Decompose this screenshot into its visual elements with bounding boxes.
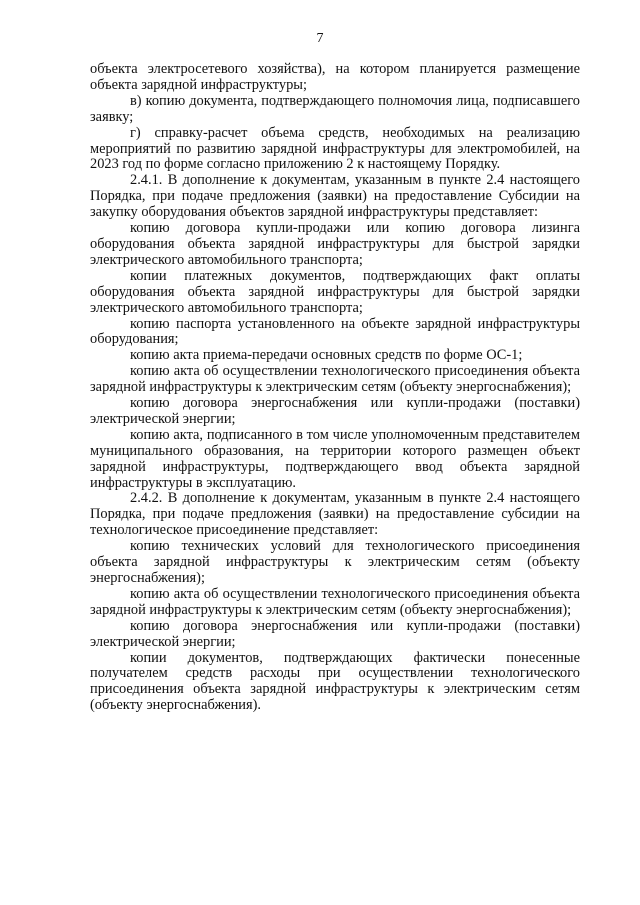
paragraph-list-item: копию технических условий для технологического присоединения объекта зарядной инфраструктуры к электрическим сетям (объекту энергоснабжения);	[90, 538, 580, 586]
paragraph-clause-2-4-1: 2.4.1. В дополнение к документам, указанным в пункте 2.4 настоящего Порядка, при подаче предложения (заявки) на предоставление Субсидии на закупку оборудования объектов зарядной инфраструктуры представляет:	[90, 172, 580, 221]
paragraph-list-item: копию договора энергоснабжения или купли-продажи (поставки) электрической энергии;	[90, 395, 580, 427]
paragraph-list-item: копии платежных документов, подтверждающих факт оплаты оборудования объекта зарядной инфраструктуры для быстрой зарядки электрического автомобильного транспорта;	[90, 267, 580, 316]
paragraph-list-item: копию договора купли-продажи или копию договора лизинга оборудования объекта зарядной инфраструктуры для быстрой зарядки электрического автомобильного транспорта;	[90, 220, 580, 268]
paragraph-continuation: объекта электросетевого хозяйства), на котором планируется размещение объекта зарядной инфраструктуры;	[90, 61, 580, 93]
paragraph-list-item: копию акта об осуществлении технологического присоединения объекта зарядной инфраструктуры к электрическим сетям (объекту энергоснабжения);	[90, 363, 580, 396]
page-number: 7	[316, 31, 324, 46]
paragraph-list-item: копию паспорта установленного на объекте зарядной инфраструктуры оборудования;	[90, 315, 580, 348]
paragraph-list-item: копию акта об осуществлении технологического присоединения объекта зарядной инфраструктуры к электрическим сетям (объекту энергоснабжения);	[90, 585, 580, 618]
paragraph-list-item: копию акта, подписанного в том числе уполномоченным представителем муниципального образования, на территории которого размещен объект зарядной инфраструктуры, подтверждающего ввод объекта зарядной инфраструктуры в эксплуатацию.	[90, 426, 580, 491]
document-body	[90, 62, 580, 714]
paragraph-list-item: копии документов, подтверждающих фактически понесенные получателем средств расходы при осуществлении технологического присоединения объекта зарядной инфраструктуры к электрическим сетям (объекту энергоснабжения).	[90, 649, 580, 714]
paragraph-list-item: копию договора энергоснабжения или купли-продажи (поставки) электрической энергии;	[90, 617, 580, 650]
paragraph-clause-2-4-2: 2.4.2. В дополнение к документам, указанным в пункте 2.4 настоящего Порядка, при подаче предложения (заявки) на предоставление субсидии на технологическое присоединение представляет:	[90, 490, 580, 539]
paragraph-item-v: в) копию документа, подтверждающего полномочия лица, подписавшего заявку;	[90, 92, 580, 125]
paragraph-list-item: копию акта приема-передачи основных средств по форме ОС-1;	[130, 347, 523, 364]
paragraph-item-g: г) справку-расчет объема средств, необходимых на реализацию мероприятий по развитию зарядной инфраструктуры для электромобилей, на 2023 год по форме согласно приложению 2 к настоящему Порядку.	[90, 124, 580, 173]
